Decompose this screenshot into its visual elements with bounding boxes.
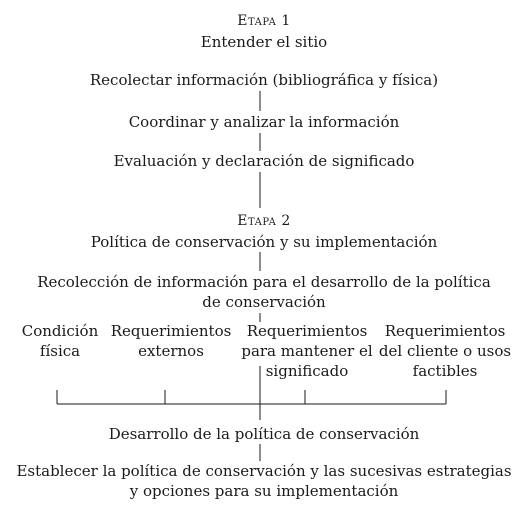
requirement-client-uses: Requerimientos del cliente o usos factibles xyxy=(378,322,512,380)
stage1-label: Etapa 1 xyxy=(237,13,291,29)
stage1-step-collect: Recolectar información (bibliográfica y física) xyxy=(89,71,439,89)
stage2-collect: Recolección de información para el desarrollo de la política de conservación xyxy=(37,273,491,311)
stage1-step-evaluate: Evaluación y declaración de significado xyxy=(113,152,415,170)
stage1-step-analyze: Coordinar y analizar la información xyxy=(128,113,400,131)
stage2-establish: Establecer la política de conservación y las sucesivas estrategias y opciones para su implementación xyxy=(16,462,512,500)
stage1-title: Entender el sitio xyxy=(200,33,328,51)
stage2-title: Política de conservación y su implementación xyxy=(90,233,438,251)
requirement-physical-condition: Condición física xyxy=(21,322,99,360)
requirement-external: Requerimientos externos xyxy=(110,322,232,360)
requirement-significance: Requerimientos para mantener el significado xyxy=(241,322,373,380)
stage2-label: Etapa 2 xyxy=(237,213,291,229)
stage2-develop: Desarrollo de la política de conservación xyxy=(108,425,420,443)
